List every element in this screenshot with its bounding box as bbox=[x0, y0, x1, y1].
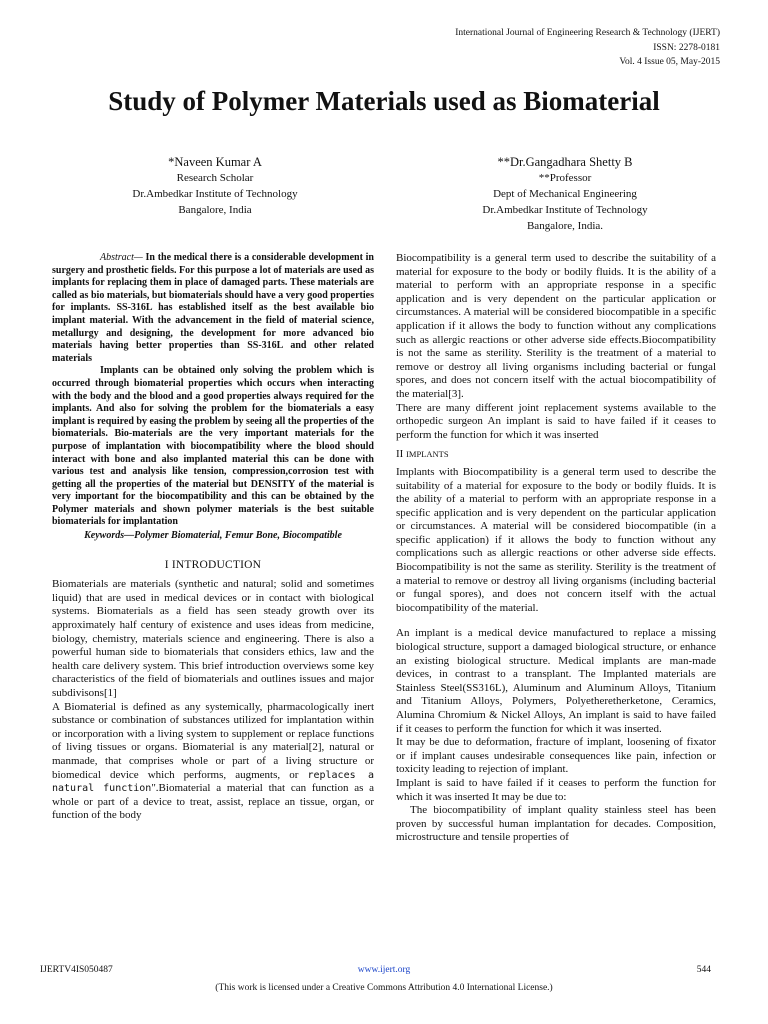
journal-name: International Journal of Engineering Research & Technology (IJERT) bbox=[455, 28, 720, 38]
intro-paragraph-2 bbox=[52, 701, 374, 823]
author-2-location: Bangalore, India. bbox=[526, 220, 604, 232]
paper-title: Study of Polymer Materials used as Biomaterial bbox=[108, 86, 660, 116]
biocompatibility-paragraph: Biocompatibility is a general term used to describe the suitability of a material for exposure to the body or bodily fluids. It is the ability of a material to perform with an appropriate response in a specific application and is very dependent on the particular application or circumstances. A material will be considered biocompatible in a specific application if it allows the body to function without any complications such as allergic reactions or other adverse side effects.Biocompatibility is not the same as sterility. Sterility is the treatment of a material to remove or destroy all living organisms including bacterial or fungal spores, and does not concern itself with the actual biocompatibility of the material[3]. bbox=[396, 252, 716, 400]
section-title: IMPLANTS bbox=[406, 449, 449, 460]
joint-replacement-paragraph: There are many different joint replacement systems available to the orthopedic surgeon An implant is said to have failed if it ceases to perform the function for which it was inserted bbox=[396, 401, 716, 441]
author-1-location: Bangalore, India bbox=[178, 204, 252, 216]
abstract-paragraph-2: Implants can be obtained only solving the problem which is occurred through biomaterial properties which occurs when interacting with the body and the blood and a good properties always required for the implants. And also for solving the problem for the biomaterials a easy implant is required by easing the problem by seeing all the properties of the biomaterials. Bio-materials are the very important materials for the purpose of implantation with biocompatibility where the blood should interact with bone and also implanted material this can be done with various test and analysis like tension, compression,corrosion test with getting all the properties of the material but DENSITY of the material is very important for the biocompatibility and this can be obtained by the Polymer materials and shown polymer materials is the best suitable biomaterials for implantation bbox=[52, 365, 374, 528]
section-number: II bbox=[396, 448, 404, 461]
footer-page-number: 544 bbox=[696, 965, 711, 975]
footer-paper-id: IJERTV4IS050487 bbox=[40, 965, 113, 975]
journal-volume: Vol. 4 Issue 05, May-2015 bbox=[619, 57, 720, 67]
author-1-institute: Dr.Ambedkar Institute of Technology bbox=[132, 188, 298, 200]
keywords: Keywords—Polymer Biomaterial, Femur Bone, Biocompatible bbox=[84, 530, 342, 542]
author-2-name: **Dr.Gangadhara Shetty B bbox=[497, 155, 633, 169]
abstract-text-1: In the medical there is a considerable development in surgery and prosthetic fields. For this purpose a lot of materials are used as implants for replacing them in place of damaged parts. These materials are called as bio materials, but biomaterials should have a very good properties for implants. SS-316L has established itself as the best available bio implant material. With the advancement in the field of material science, metallurgy and designing, the development for more advanced bio materials having better properties than SS-316L and other related materials bbox=[52, 252, 374, 364]
abstract-label: Abstract— bbox=[100, 252, 143, 263]
right-column bbox=[396, 252, 716, 845]
section-heading-implants bbox=[396, 448, 716, 462]
implants-paragraph-3: It may be due to deformation, fracture of implant, loosening of fixator or if implant causes undesirable consequences like pain, infection or toxicity leading to rejection of implant. bbox=[396, 736, 716, 776]
left-column bbox=[52, 252, 374, 823]
abstract-paragraph-1 bbox=[52, 252, 374, 365]
journal-header bbox=[455, 26, 720, 70]
implants-paragraph-5: The biocompatibility of implant quality stainless steel has been proven by successful human implantation for decades. Composition, microstructure and tensile properties of bbox=[396, 804, 716, 844]
author-2-role: **Professor bbox=[538, 172, 592, 184]
intro-paragraph-2-tail: ".Biomaterial a material that can function as a whole or part of a device to treat, assist, replace an tissue, organ, or function of the body bbox=[52, 782, 374, 822]
author-2-institute: Dr.Ambedkar Institute of Technology bbox=[482, 204, 648, 216]
author-2 bbox=[430, 154, 700, 234]
license-note: (This work is licensed under a Creative Commons Attribution 4.0 International License.) bbox=[215, 983, 553, 993]
author-1-role: Research Scholar bbox=[176, 172, 254, 184]
implants-paragraph-4: Implant is said to have failed if it ceases to perform the function for which it was inserted It may be due to: bbox=[396, 776, 716, 803]
author-2-dept: Dept of Mechanical Engineering bbox=[493, 188, 637, 200]
implants-paragraph-2: An implant is a medical device manufactured to replace a missing biological structure, support a damaged biological structure, or enhance an existing biological structure. Medical implants are man-made devices, in contrast to a transplant. The Implanted materials are Stainless Steel(SS316L), Aluminum and Aluminum Alloys, Titanium and Titanium Alloys, Polymers, Polyetheretherketone, Ceramics, Alumina Chromium & Nickel Alloys, An implant is said to have failed if it ceases to perform the function for which it was inserted. bbox=[396, 627, 716, 735]
implants-paragraph-1: Implants with Biocompatibility is a general term used to describe the suitability of a material for exposure to the body or bodily fluids. It is the ability of a material to perform with an appropriate response in a specific application and is very dependent on the particular application or circumstances. A material will be considered biocompatible (in a specific application) if it allows the body to function without any complications such as allergic reactions or other adverse side effects. Biocompatibility is not the same as sterility. Sterility is the treatment of a material to remove or destroy all living organisms (including bacterial or fungal spores), and does not concern itself with the actual biocompatibility of the material. bbox=[396, 465, 716, 614]
intro-quoted-phrase: replaces a natural function bbox=[52, 769, 374, 795]
intro-paragraph-1: Biomaterials are materials (synthetic and natural; solid and sometimes liquid) that are used in medical devices or in contact with biological systems. Biomaterials as a field has seen steady growth over its approximately half century of existence and uses ideas from medicine, biology, chemistry, materials science and engineering. There is also a powerful human side to biomaterials that considers ethics, law and the health care delivery system. This brief introduction overviews some key characteristics of the field of biomaterials and outlines issues and major subdivisons[1] bbox=[52, 578, 374, 699]
section-heading-introduction: I INTRODUCTION bbox=[164, 558, 262, 571]
author-1 bbox=[90, 154, 340, 218]
footer-url-link[interactable]: www.ijert.org bbox=[357, 965, 411, 975]
intro-paragraph-2-text: A Biomaterial is defined as any systemically, pharmacologically inert substance or combination of substances utilized for implantation within or incorporation with a living system to supplement or replace functions of living tissues or organs. Biomaterial is any material[2], natural or manmade, that comprises whole or part of a living structure or biomedical device which performs, augments, or bbox=[52, 700, 374, 781]
journal-issn: ISSN: 2278-0181 bbox=[653, 42, 720, 53]
author-1-name: *Naveen Kumar A bbox=[168, 155, 262, 169]
